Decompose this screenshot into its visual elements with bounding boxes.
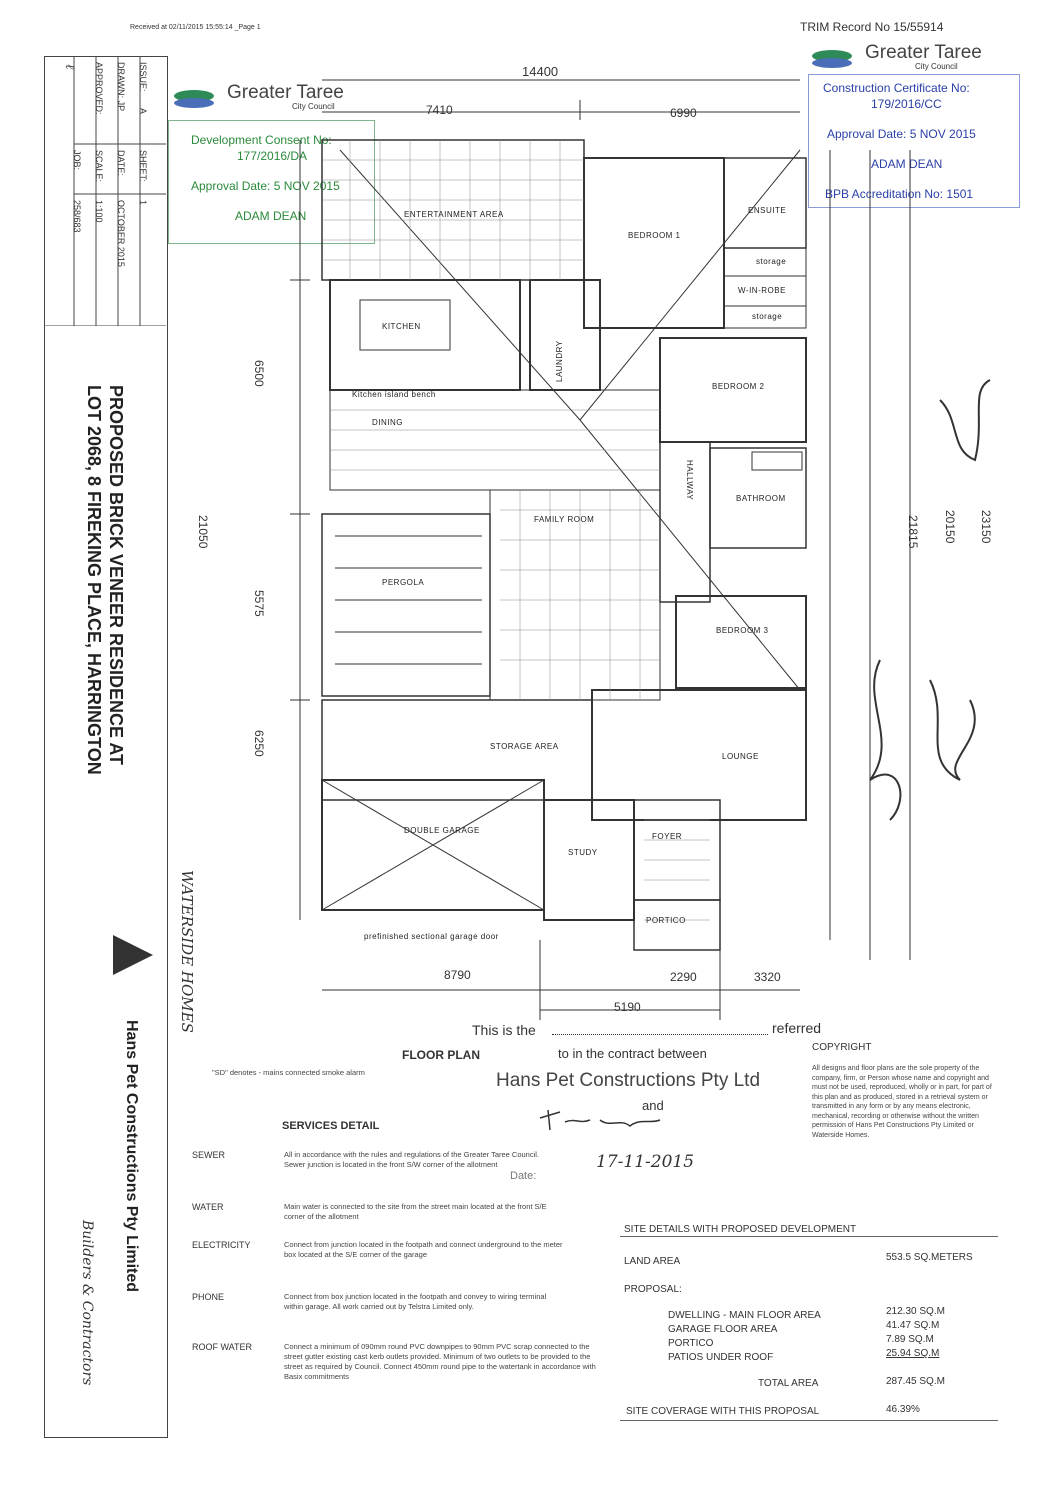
total-area-value: 287.45 SQ.M [886,1376,945,1387]
contract-party: Hans Pet Constructions Pty Ltd [496,1070,761,1091]
room-double-garage: DOUBLE GARAGE [404,826,480,835]
company-name: Hans Pet Constructions Pty Limited [123,1020,140,1293]
sheet-value: 1 [138,200,148,206]
room-bedroom1: BEDROOM 1 [628,231,681,240]
room-wir: W-IN-ROBE [738,286,786,295]
issue-label: ISSUE: [138,62,148,92]
consent-line1: Development Consent No: [191,133,332,147]
contract-and: and [642,1098,664,1113]
dim-top-left: 7410 [426,103,453,117]
dwelling-value: 212.30 SQ.M [886,1306,945,1317]
job-label: JOB: [72,150,82,171]
scale-value: 1:100 [94,200,104,223]
sewer-text: All in accordance with the rules and regulations of the Greater Taree Council. Sewer junction is located in the front S/W corner of the allotment [284,1150,540,1169]
approved-label: APPROVED: [94,62,104,115]
room-laundry: LAUNDRY [555,340,564,382]
room-study: STUDY [568,848,598,857]
site-underline-bottom [620,1420,998,1421]
patios-value: 25.94 SQ.M [886,1348,940,1359]
room-kitchen-bench: Kitchen island bench [352,390,436,399]
proposal-label: PROPOSAL: [624,1284,682,1295]
date-label: DATE: [116,150,126,176]
company-tagline: Builders & Contractors [79,1220,95,1386]
phone-label: PHONE [192,1292,225,1302]
smoke-alarm-note: "SD" denotes - mains connected smoke alarm [212,1068,365,1077]
dim-left-total: 21050 [196,515,210,549]
dim-top-total: 14400 [522,64,559,79]
drawn-label: DRAWN: JP [116,62,126,112]
contract-date-hand: 17-11-2015 [596,1152,695,1172]
room-entertainment: ENTERTAINMENT AREA [404,210,504,219]
cc-line4: ADAM DEAN [871,157,943,171]
cc-line1: Construction Certificate No: [823,81,970,95]
dim-left-mid: 5575 [252,590,266,617]
room-dining: DINING [372,418,403,427]
contract-line3: to in the contract between [558,1046,707,1061]
room-storage2: storage [752,312,783,321]
site-underline [620,1236,998,1237]
contract-date-label: Date: [510,1170,537,1182]
portico-area-value: 7.89 SQ.M [886,1334,934,1345]
coverage-value: 46.39% [886,1404,920,1415]
sheet-label: SHEET: [138,150,148,182]
date-value: OCTOBER 2015 [116,200,126,267]
copyright-text: All designs and floor plans are the sole property of the company, firm, or Person whose name and copyright and must not be used, reproduced, wholly or in part, for part of this plan and as produced, stored in a retrieval system or transmitted in any form or by any means electronic, mechanical, recording or otherwise without the written permission of Hans Pet Constructions Pty Limited or Waterside Homes. [812,1065,992,1139]
room-bathroom: BATHROOM [736,494,786,503]
consent-line4: ADAM DEAN [235,209,307,223]
room-kitchen: KITCHEN [382,322,421,331]
site-title: SITE DETAILS WITH PROPOSED DEVELOPMENT [624,1224,857,1235]
services-title: SERVICES DETAIL [282,1120,380,1132]
room-lounge: LOUNGE [722,752,759,761]
dwelling-label: DWELLING - MAIN FLOOR AREA [668,1310,821,1321]
cc-line2: 179/2016/CC [871,97,942,111]
project-title-line1: PROPOSED BRICK VENEER RESIDENCE AT [106,385,126,766]
dim-right-b: 20150 [943,510,957,544]
approved-signature: ℓ [62,64,77,70]
roofwater-text: Connect a minimum of 090mm round PVC downpipes to 90mm PVC scrap connected to the street gutter existing cast kerb outlets provided. Minimum of two outlets to be provided to the street as required by Council. Connect 450mm round pipe to the watertank in accordance with Basix commitments [284,1342,596,1381]
council-sub: City Council [292,102,335,111]
council-sub: City Council [915,62,958,71]
fax-header: Received at 02/11/2015 15:55:14 _Page 1 [130,24,261,31]
room-bedroom3: BEDROOM 3 [716,626,769,635]
dim-bottom-c: 3320 [754,970,781,984]
dim-left-lower: 6250 [252,730,266,757]
contract-line2: referred [772,1020,822,1036]
electricity-label: ELECTRICITY [192,1240,251,1250]
dim-right-a: 21815 [906,515,920,549]
consent-line3: Approval Date: 5 NOV 2015 [191,179,340,193]
coverage-label: SITE COVERAGE WITH THIS PROPOSAL [626,1406,820,1417]
portico-area-label: PORTICO [668,1338,714,1349]
dim-bottom-a: 8790 [444,968,471,982]
dim-right-c: 23150 [979,510,993,544]
room-storage1: storage [756,257,787,266]
room-storage-area: STORAGE AREA [490,742,559,751]
sewer-label: SEWER [192,1150,226,1160]
total-area-label: TOTAL AREA [758,1378,819,1389]
water-label: WATER [192,1202,224,1212]
cc-line5: BPB Accreditation No: 1501 [825,187,974,201]
room-family: FAMILY ROOM [534,515,595,524]
dim-left-upper: 6500 [252,360,266,387]
room-pergola: PERGOLA [382,578,425,587]
electricity-text: Connect from junction located in the footpath and connect underground to the meter box located at the S/E corner of the garage [284,1240,563,1259]
dim-top-right: 6990 [670,106,697,120]
issue-value: A [138,108,148,115]
floor-plan-label: FLOOR PLAN [402,1048,480,1062]
council-name: Greater Taree [865,42,982,63]
dim-bottom-total: 5190 [614,1000,641,1014]
trim-record: TRIM Record No 15/55914 [800,20,944,34]
garage-area-value: 41.47 SQ.M [886,1320,940,1331]
room-portico: PORTICO [646,916,686,925]
copyright-title: COPYRIGHT [812,1042,872,1053]
room-bedroom2: BEDROOM 2 [712,382,765,391]
dim-bottom-b: 2290 [670,970,697,984]
land-area-label: LAND AREA [624,1256,681,1267]
patios-label: PATIOS UNDER ROOF [668,1352,774,1363]
water-text: Main water is connected to the site from the street main located at the front S/E corner of the allotment [284,1202,547,1221]
land-area-value: 553.5 SQ.METERS [886,1252,973,1263]
room-hallway: HALLWAY [685,460,694,501]
brand-name: WATERSIDE HOMES [178,870,196,1033]
cc-line3: Approval Date: 5 NOV 2015 [827,127,976,141]
phone-text: Connect from box junction located in the footpath and convey to wiring terminal within garage. All work carried out by Telstra Limited only. [284,1292,547,1311]
contract-line1: This is the [472,1022,536,1038]
roofwater-label: ROOF WATER [192,1342,252,1352]
scale-label: SCALE: [94,150,104,183]
room-foyer: FOYER [652,832,683,841]
consent-line2: 177/2016/DA [237,149,308,163]
room-ensuite: ENSUITE [748,206,787,215]
garage-door-note: prefinished sectional garage door [364,932,499,941]
project-title-line2: LOT 2068, 8 FIREKING PLACE, HARRINGTON [84,385,104,775]
council-name: Greater Taree [227,82,344,103]
job-value: 258/683 [72,200,82,233]
garage-area-label: GARAGE FLOOR AREA [668,1324,778,1335]
